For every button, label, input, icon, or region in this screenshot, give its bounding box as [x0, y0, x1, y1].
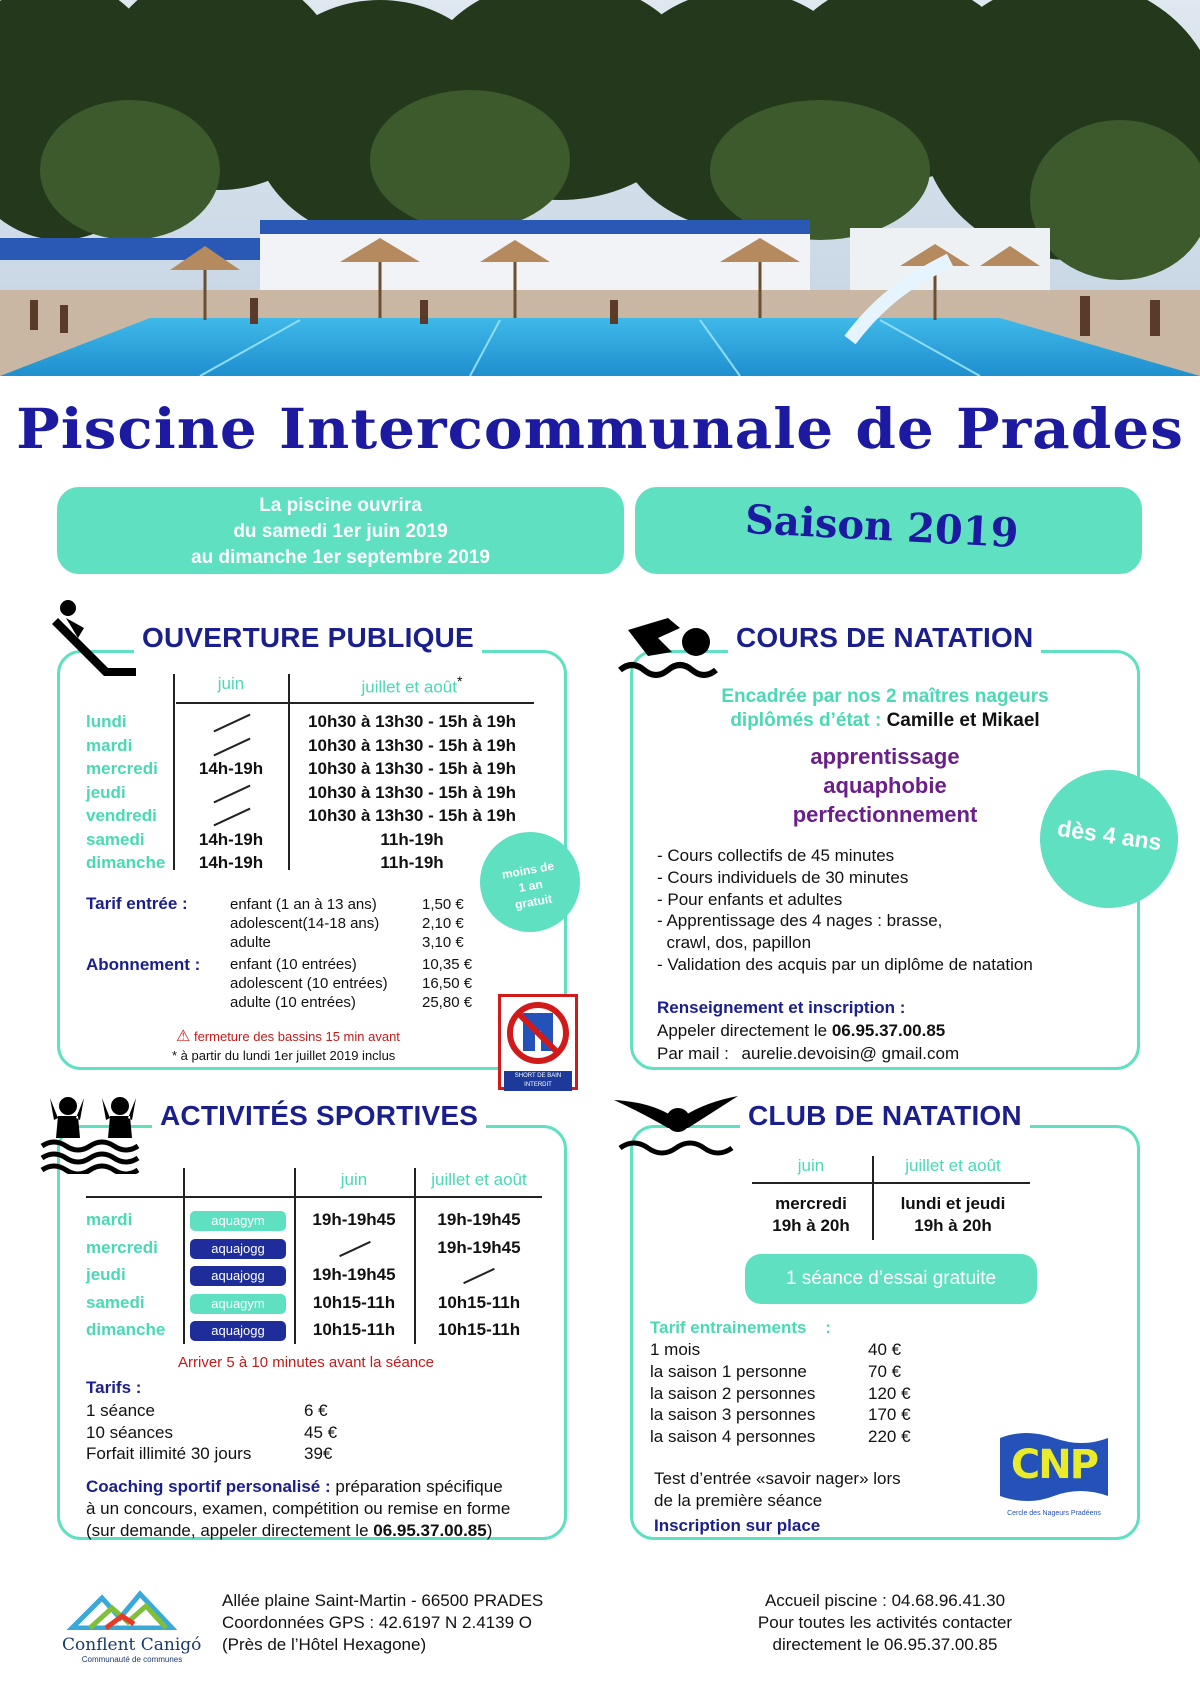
lessons-mail-label: Par mail : [657, 1044, 729, 1063]
footer-addr-3: (Près de l’Hôtel Hexagone) [222, 1635, 427, 1654]
sports-arrive: Arriver 5 à 10 minutes avant la séance [178, 1354, 434, 1371]
club-tarif-label-3: la saison 3 personnes [650, 1405, 816, 1425]
sports-june-dimanche: 10h15-11h [312, 1320, 396, 1339]
sports-badge-mardi: aquagym [190, 1211, 286, 1231]
opening-line-1: La piscine ouvrira [259, 495, 422, 516]
public-abo-price-1: 16,50 € [422, 975, 473, 992]
public-day-lundi: lundi [86, 712, 127, 731]
sports-tarif-label-1: 10 séances [86, 1422, 173, 1442]
trial-session-box: 1 séance d’essai gratuite [745, 1254, 1037, 1304]
lessons-phone: 06.95.37.00.85 [831, 1021, 946, 1040]
hero-photo [0, 0, 1200, 376]
sports-vline-2 [294, 1168, 296, 1344]
public-tarif-price-2: 3,10 € [422, 934, 464, 951]
public-tarif-label-0: enfant (1 an à 13 ans) [230, 896, 377, 913]
club-tarif-label-2: la saison 2 personnes [650, 1383, 816, 1403]
public-abo-price-0: 10,35 € [422, 956, 473, 973]
sports-badge-jeudi: aquajogg [190, 1266, 286, 1286]
lessons-mail-line [657, 1044, 959, 1064]
public-day-vendredi: vendredi [86, 806, 157, 825]
coaching-text [86, 1476, 566, 1542]
free-badge-line-2: 1 an [517, 876, 544, 895]
club-june-time: 19h à 20h [772, 1216, 850, 1235]
sports-june-samedi: 10h15-11h [312, 1292, 396, 1312]
sports-day-jeudi: jeudi [86, 1265, 126, 1284]
public-tarif-price-0: 1,50 € [422, 896, 464, 913]
public-title: OUVERTURE PUBLIQUE [134, 622, 482, 654]
public-summer-mercredi: 10h30 à 13h30 - 15h à 19h [308, 759, 516, 778]
public-summer-dimanche: 11h-19h [380, 853, 444, 872]
club-tarif-price-2: 120 € [868, 1383, 911, 1403]
lessons-kind-1: aquaphobie [823, 773, 947, 798]
no-shorts-icon [501, 999, 575, 1069]
public-table-vline-1 [173, 674, 175, 870]
footer-contact [720, 1590, 1050, 1656]
cnp-logo [996, 1428, 1112, 1522]
age-badge: dès 4 ans [1031, 761, 1187, 917]
club-test-line-2: de la première séance [654, 1491, 823, 1510]
lessons-names: Camille et Mikael [886, 710, 1040, 731]
public-summer-vendredi: 10h30 à 13h30 - 15h à 19h [308, 806, 516, 825]
lessons-title: COURS DE NATATION [728, 622, 1041, 654]
club-june-day: mercredi [775, 1194, 847, 1213]
club-tarif-price-1: 70 € [868, 1361, 902, 1381]
lessons-phone-line [657, 1021, 945, 1041]
lessons-bullet-5: - Validation des acquis par un diplôme de natation [657, 955, 1033, 974]
coaching-line-1-text: préparation spécifique [330, 1477, 503, 1496]
club-test-line-1: Test d’entrée «savoir nager» lors [654, 1469, 901, 1488]
club-summer-time: 19h à 20h [914, 1216, 992, 1235]
coaching-line-1 [86, 1476, 566, 1498]
lessons-intro-2-text: diplômés d’état : [730, 710, 882, 731]
club-tarif-price-4: 220 € [868, 1427, 911, 1447]
coaching-line-2: à un concours, examen, compétition ou remise en forme [86, 1499, 511, 1518]
footer-contact-2: Pour toutes les activités contacter [757, 1613, 1013, 1632]
footer-contact-1: Accueil piscine : 04.68.96.41.30 [764, 1591, 1006, 1610]
public-abo-label: Abonnement : [86, 955, 201, 974]
opening-line-2: du samedi 1er juin 2019 [233, 521, 448, 542]
free-badge-line-1: moins de [500, 858, 556, 882]
public-col-asterisk: * [456, 674, 463, 690]
public-summer-jeudi: 10h30 à 13h30 - 15h à 19h [308, 782, 516, 802]
sports-hline [86, 1196, 542, 1198]
no-shorts-sign [498, 994, 578, 1090]
sports-badge-mercredi: aquajogg [190, 1239, 286, 1259]
sports-tarif-label-2: Forfait illimité 30 jours [86, 1444, 252, 1463]
sports-vline-1 [183, 1168, 185, 1344]
club-col-summer: juillet et août [905, 1156, 1001, 1175]
public-june-dimanche: 14h-19h [198, 853, 264, 872]
sports-june-mardi: 19h-19h45 [312, 1210, 396, 1229]
lessons-mail: aurelie.devoisin@ gmail.com [741, 1044, 960, 1063]
public-abo-label-0: enfant (10 entrées) [230, 956, 357, 973]
public-day-samedi: samedi [86, 829, 145, 849]
sports-tarifs-label: Tarifs : [86, 1378, 142, 1397]
mountains-icon [62, 1590, 202, 1630]
sports-summer-dimanche: 10h15-11h [437, 1320, 521, 1339]
opening-dates-box [57, 487, 624, 574]
free-badge-line-3: gratuit [513, 891, 554, 912]
lessons-bullet-1: - Cours individuels de 30 minutes [657, 867, 909, 887]
sports-tarif-price-0: 6 € [304, 1401, 328, 1420]
warning-icon: ⚠ [176, 1028, 191, 1045]
public-tarif-label-2: adulte [230, 934, 271, 951]
sports-day-mercredi: mercredi [86, 1237, 158, 1257]
club-tarif-label: Tarif entrainements : [650, 1318, 832, 1337]
club-tarif-price-3: 170 € [868, 1405, 911, 1425]
public-col-summer [290, 674, 534, 698]
lessons-bullet-3: - Apprentissage des 4 nages : brasse, [657, 911, 943, 931]
club-test [654, 1468, 901, 1512]
public-day-dimanche: dimanche [86, 853, 166, 872]
public-summer-samedi: 11h-19h [380, 829, 444, 849]
footer-contact-3: directement le 06.95.37.00.85 [772, 1635, 998, 1654]
swimmer-icon [618, 608, 718, 682]
sports-summer-mardi: 19h-19h45 [437, 1210, 521, 1229]
conflent-logo-name: Conflent Canigó [62, 1635, 202, 1655]
public-day-mardi: mardi [86, 735, 133, 755]
sports-day-samedi: samedi [86, 1292, 145, 1312]
cnp-logo-sub: Cercle des Nageurs Pradéens [1007, 1510, 1101, 1517]
public-tarif-label-1: adolescent(14-18 ans) [230, 915, 380, 932]
public-col-june: juin [217, 674, 245, 693]
closing-warning-text: fermeture des bassins 15 min avant [193, 1029, 400, 1044]
lessons-bullet-0: - Cours collectifs de 45 minutes [657, 846, 895, 865]
conflent-logo [62, 1590, 202, 1664]
sports-summer-mercredi: 19h-19h45 [437, 1237, 521, 1257]
aquagym-icon [40, 1094, 150, 1174]
club-vline [872, 1156, 874, 1240]
public-table-hline [176, 702, 534, 704]
footer-addr-2: Coordonnées GPS : 42.6197 N 2.4139 O [222, 1613, 532, 1632]
sports-badge-samedi: aquagym [190, 1294, 286, 1314]
public-abo-price-2: 25,80 € [422, 994, 473, 1011]
club-col-june: juin [797, 1156, 825, 1175]
club-tarif-label-1: la saison 1 personne [650, 1361, 807, 1381]
slide-icon [48, 598, 140, 680]
public-abo-label-1: adolescent (10 entrées) [230, 975, 388, 992]
public-summer-lundi: 10h30 à 13h30 - 15h à 19h [308, 712, 516, 731]
public-note: * à partir du lundi 1er juillet 2019 inclus [172, 1048, 396, 1063]
sports-title: ACTIVITÉS SPORTIVES [152, 1100, 486, 1132]
public-tarif-price-1: 2,10 € [422, 915, 464, 932]
public-tarif-label: Tarif entrée : [86, 894, 188, 913]
coaching-end: ) [486, 1521, 493, 1540]
sports-day-dimanche: dimanche [86, 1320, 166, 1339]
public-summer-mardi: 10h30 à 13h30 - 15h à 19h [308, 735, 516, 755]
lessons-bullet-4: crawl, dos, papillon [657, 933, 812, 953]
sports-tarif-price-2: 39€ [304, 1444, 333, 1463]
footer-addr-1: Allée plaine Saint-Martin - 66500 PRADES [222, 1591, 544, 1610]
season-box [635, 487, 1142, 574]
lessons-bullet-2: - Pour enfants et adultes [657, 889, 843, 909]
club-summer-day: lundi et jeudi [900, 1194, 1006, 1213]
no-shorts-text: SHORT DE BAIN INTERDIT [504, 1071, 572, 1091]
coaching-line-3-text: (sur demande, appeler directement le [86, 1521, 374, 1540]
lessons-phone-prefix: Appeler directement le [657, 1021, 832, 1040]
opening-line-3: au dimanche 1er septembre 2019 [191, 547, 490, 568]
sports-june-jeudi: 19h-19h45 [312, 1265, 396, 1284]
sports-tarif-label-0: 1 séance [86, 1401, 155, 1420]
public-abo-label-2: adulte (10 entrées) [230, 994, 356, 1011]
lessons-intro-1: Encadrée par nos 2 maîtres nageurs [721, 686, 1049, 707]
public-day-mercredi: mercredi [86, 759, 158, 778]
public-col-summer-label: juillet et août [361, 677, 457, 697]
club-tarif-price-0: 40 € [868, 1340, 902, 1359]
butterfly-swimmer-icon [610, 1092, 740, 1162]
sports-tarif-price-1: 45 € [304, 1422, 338, 1442]
lessons-kind-0: apprentissage [810, 744, 960, 769]
club-inscription: Inscription sur place [654, 1516, 821, 1535]
season-label: Saison 2019 [743, 495, 1020, 558]
sports-col-june: juin [340, 1170, 368, 1189]
conflent-logo-sub: Communauté de communes [81, 1655, 183, 1664]
club-tarif-label-0: 1 mois [650, 1340, 701, 1359]
public-day-jeudi: jeudi [86, 782, 126, 802]
club-tarif-label-4: la saison 4 personnes [650, 1427, 816, 1447]
sports-badge-dimanche: aquajogg [190, 1321, 286, 1341]
coaching-label: Coaching sportif personalisé : [86, 1477, 331, 1496]
footer-address [222, 1590, 543, 1656]
page-title: Piscine Intercommunale de Prades [16, 396, 1184, 462]
lessons-info-label: Renseignement et inscription : [657, 998, 906, 1017]
closing-warning [176, 1026, 400, 1046]
sports-col-summer: juillet et août [431, 1170, 527, 1189]
sports-summer-samedi: 10h15-11h [437, 1292, 521, 1312]
club-hline [752, 1182, 1030, 1184]
coaching-phone: 06.95.37.00.85 [373, 1521, 487, 1540]
public-june-mercredi: 14h-19h [198, 759, 264, 778]
coaching-line-3 [86, 1520, 566, 1542]
public-june-samedi: 14h-19h [198, 829, 264, 849]
sports-day-mardi: mardi [86, 1210, 133, 1229]
club-title: CLUB DE NATATION [740, 1100, 1030, 1132]
lessons-kind-2: perfectionnement [792, 802, 978, 827]
cnp-logo-text: CNP [1010, 1442, 1098, 1488]
lessons-intro-2 [640, 710, 1130, 732]
